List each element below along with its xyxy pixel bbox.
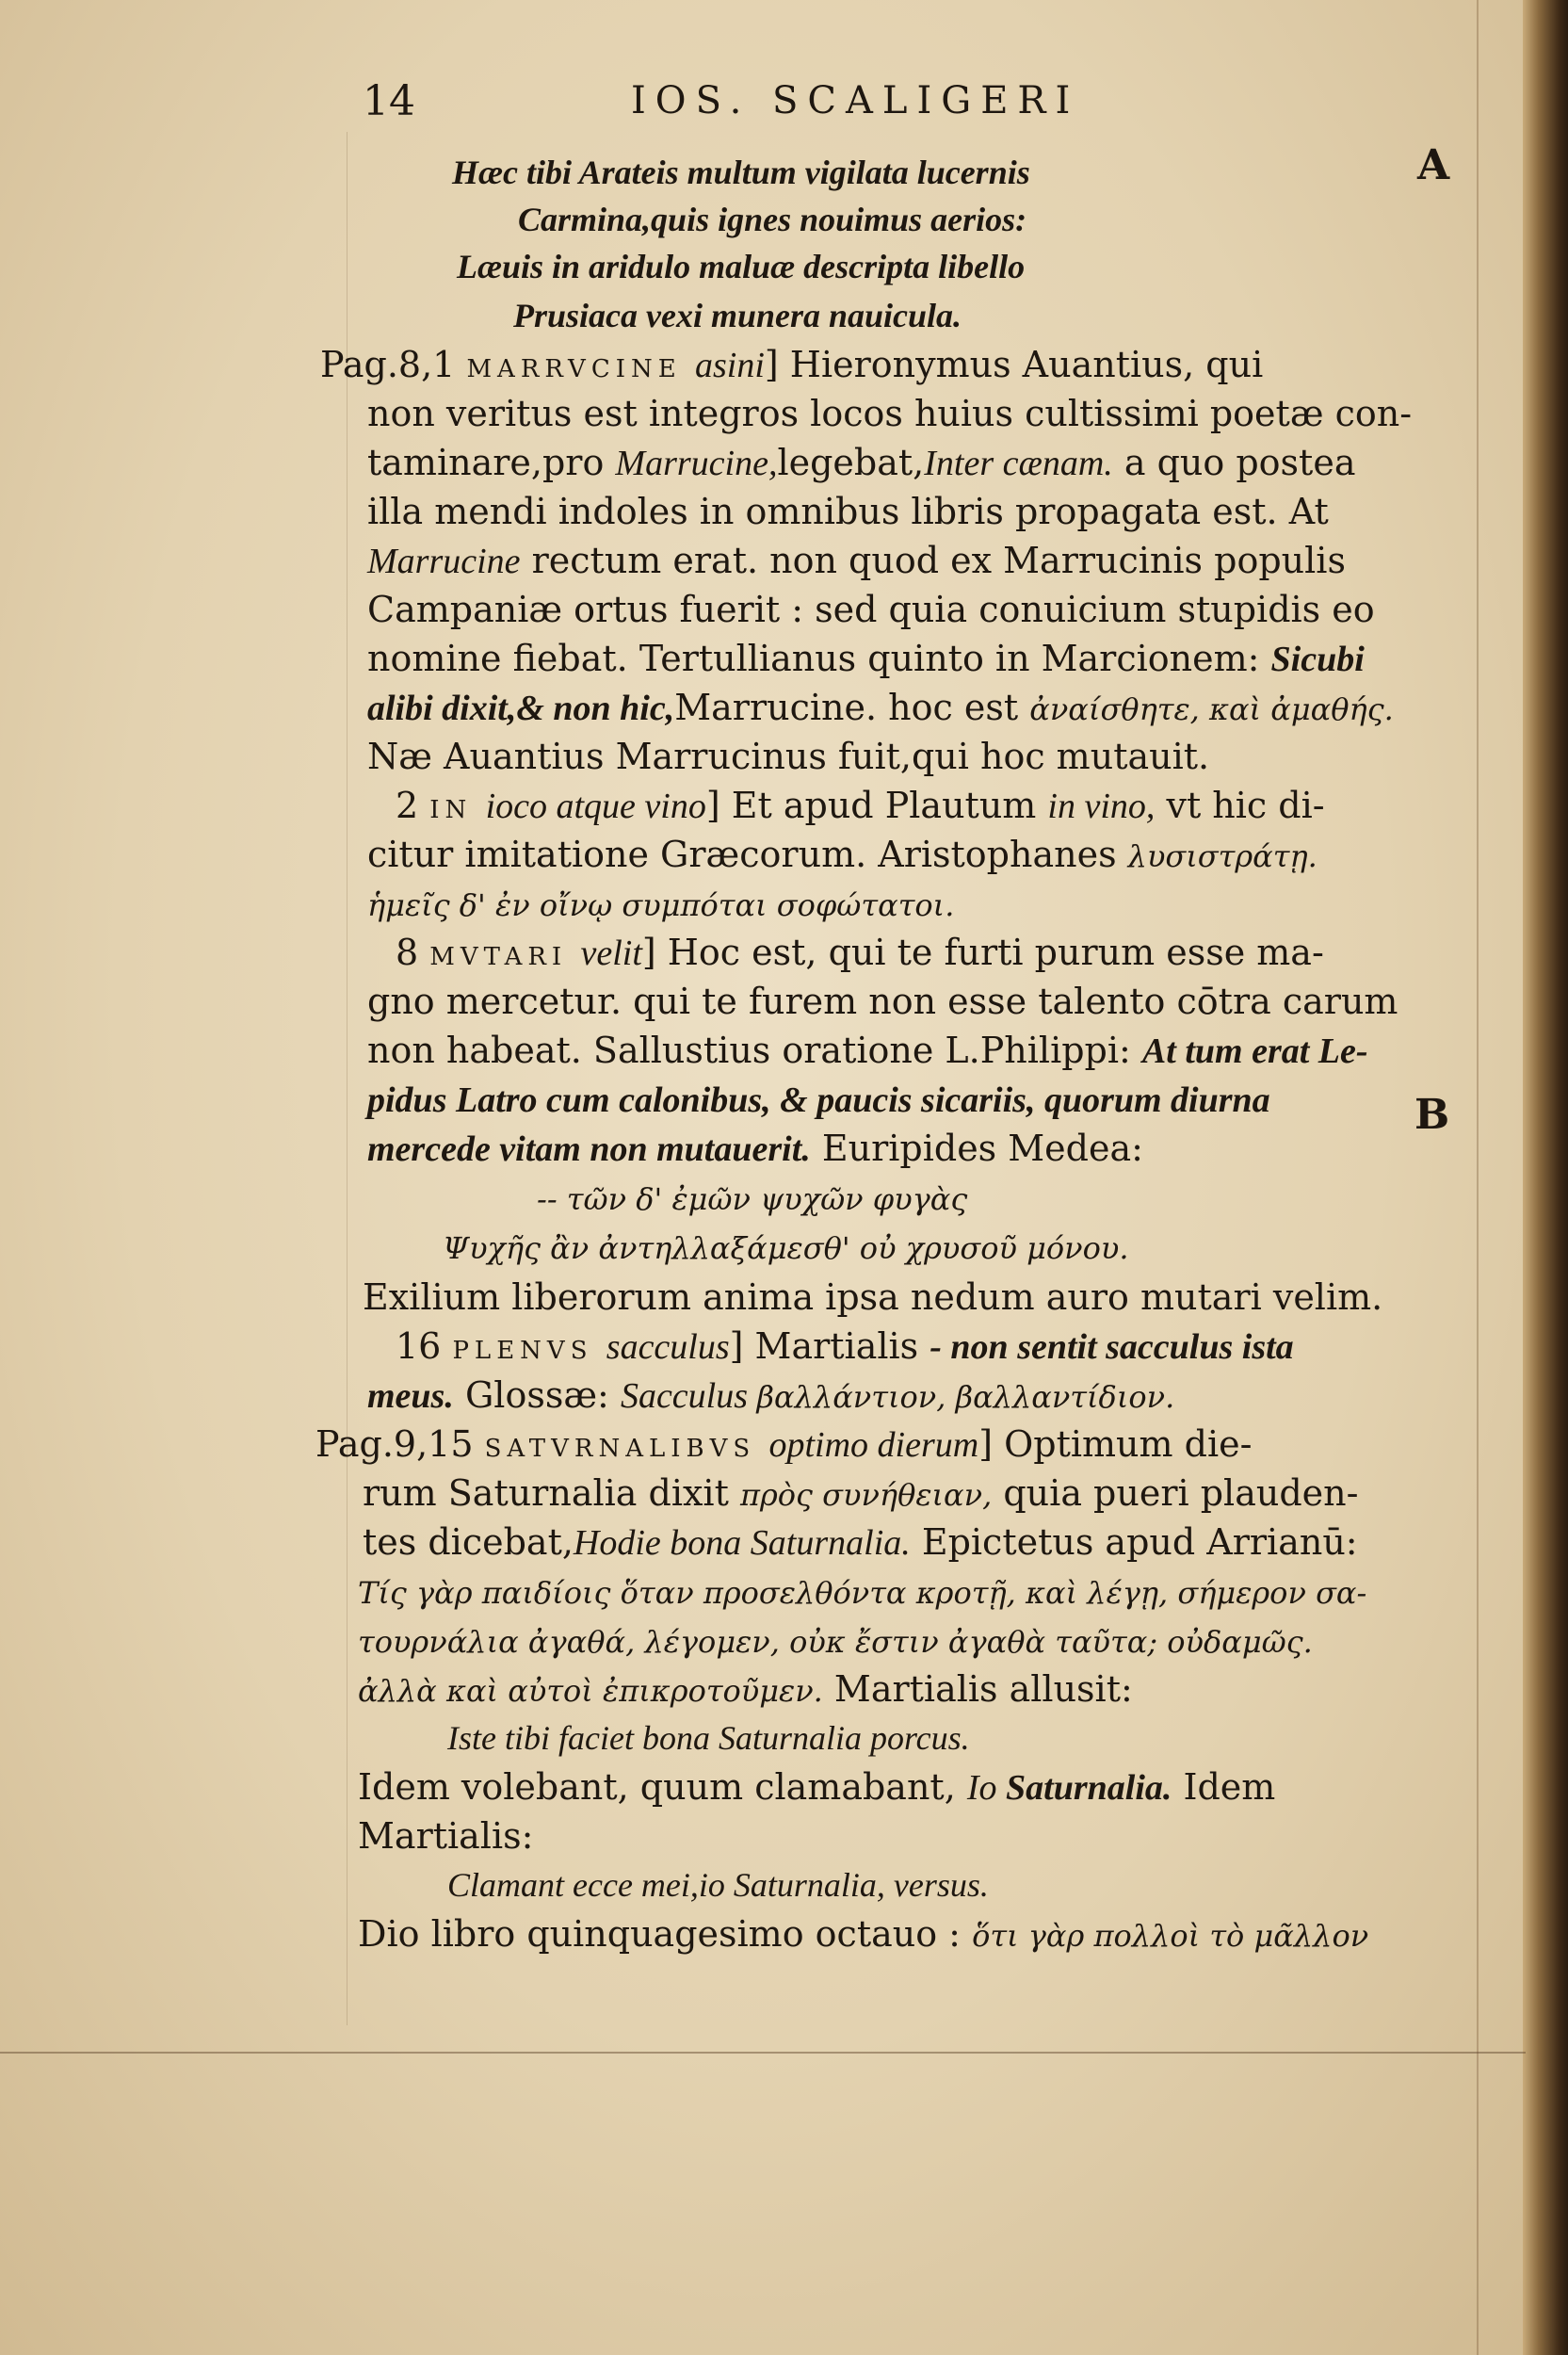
text-run: Hodie bona Saturnalia.	[573, 1523, 911, 1563]
text-run: Idem volebant, quum clamabant,	[358, 1766, 967, 1808]
text-run: Clamant ecce mei,io Saturnalia, versus.	[447, 1866, 989, 1904]
text-run: ἀλλὰ καὶ αὐτοὶ ἐπικροτοῦμεν.	[358, 1673, 823, 1709]
text-run: Prusiaca vexi munera nauicula.	[513, 297, 962, 334]
text-run: nomine fiebat. Tertullianus quinto in Marcionem:	[367, 638, 1271, 679]
text-run: πρὸς συνήθειαν,	[739, 1477, 993, 1513]
text-run: ἡμεῖς δ' ἐν οἴνῳ συμπόται σοφώτατοι.	[367, 887, 955, 923]
text-run: Hæc tibi Arateis multum vigilata lucernis	[452, 154, 1030, 191]
text-run: legebat,	[777, 442, 925, 483]
text-run: Pag.8,1	[320, 344, 467, 385]
text-line	[537, 1176, 967, 1223]
text-run: MVTARI	[429, 943, 581, 971]
text-run: βαλλάντιον, βαλλαντίδιον.	[756, 1379, 1175, 1415]
text-line	[452, 149, 1030, 197]
text-run: Pag.9,15	[315, 1423, 485, 1465]
text-run: rectum erat. non quod ex Marrucinis populis	[520, 540, 1346, 581]
text-run: Sacculus	[620, 1376, 757, 1416]
text-run: 16	[396, 1325, 453, 1367]
text-run: Dio libro quinquagesimo octauo :	[358, 1913, 973, 1955]
text-run: optimo dierum	[768, 1425, 979, 1465]
text-run: Inter cænam.	[924, 444, 1113, 483]
text-line	[363, 1274, 1382, 1321]
text-run: meus.	[367, 1376, 454, 1416]
text-run: ] Et apud Plautum	[705, 785, 1048, 826]
text-run: Marrucine,	[615, 444, 778, 483]
spine-shadow-line	[1477, 0, 1479, 2355]
text-run: taminare,pro	[367, 442, 616, 483]
text-run: 2	[396, 785, 430, 826]
text-run: ] Hoc est, qui te furti purum esse ma-	[641, 932, 1324, 973]
text-run: non veritus est integros locos huius cultissimi poetæ con-	[367, 393, 1413, 434]
text-run: Martialis:	[358, 1815, 534, 1857]
text-run: Sicubi	[1270, 640, 1365, 679]
text-run: Martialis allusit:	[822, 1668, 1133, 1710]
text-line	[367, 586, 1375, 633]
text-line	[367, 684, 1394, 733]
text-line	[363, 1519, 1358, 1567]
text-run: Marrucine	[367, 542, 521, 581]
margin-mark-a: A	[1417, 141, 1450, 189]
text-run: ὅτι γὰρ πολλοὶ τὸ μᾶλλον	[972, 1918, 1369, 1954]
text-run: ἀναίσθητε, καὶ ἀμαθής.	[1029, 691, 1394, 727]
text-run: alibi dixit,& non hic,	[367, 689, 675, 728]
text-run: a quo postea	[1112, 442, 1356, 483]
text-run: Saturnalia.	[1006, 1768, 1172, 1808]
text-run: Iste tibi faciet bona Saturnalia porcus.	[447, 1719, 970, 1757]
text-line	[367, 635, 1365, 683]
text-line	[367, 831, 1317, 880]
text-line	[367, 1027, 1368, 1075]
text-run: Marrucine.	[674, 687, 878, 728]
text-line	[367, 880, 954, 929]
text-run: Τίς γὰρ παιδίοις ὅταν προσελθόντα κροτῇ, καὶ λέγῃ, σήμερον σα-	[358, 1575, 1367, 1611]
text-line	[358, 1910, 1368, 1959]
text-line	[358, 1567, 1366, 1616]
text-run: quia pueri plauden-	[992, 1472, 1359, 1514]
text-run: illa mendi indoles in omnibus libris propagata est. At	[367, 491, 1329, 532]
text-line	[367, 733, 1209, 780]
margin-guide-line	[347, 132, 348, 2025]
text-line	[396, 782, 1325, 834]
text-line	[367, 488, 1329, 535]
text-run: Næ Auantius Marrucinus fuit,qui hoc mutauit.	[367, 736, 1210, 777]
text-run: velit	[580, 934, 642, 973]
text-line	[518, 196, 1026, 244]
text-run: PLENVS	[452, 1337, 606, 1365]
text-line	[396, 1323, 1294, 1374]
text-line	[457, 243, 1025, 291]
text-run: Euripides Medea:	[810, 1128, 1143, 1169]
text-line	[367, 390, 1412, 437]
text-line	[396, 929, 1324, 981]
text-line	[447, 1714, 970, 1762]
text-line	[367, 439, 1355, 487]
text-run: tes dicebat,	[363, 1521, 574, 1563]
text-line	[367, 1372, 1174, 1421]
text-run: Epictetus apud Arrianū:	[910, 1521, 1358, 1563]
text-line	[367, 978, 1398, 1025]
text-run: λυσιστράτῃ.	[1127, 838, 1317, 874]
text-line	[443, 1225, 1128, 1272]
text-line	[320, 341, 1263, 393]
text-line	[358, 1665, 1133, 1714]
text-run: -- τῶν δ' ἐμῶν ψυχῶν φυγὰς	[537, 1181, 968, 1217]
text-line	[513, 292, 962, 340]
text-line	[358, 1616, 1313, 1665]
text-run: IN	[429, 796, 486, 824]
text-run: At tum erat Le-	[1141, 1031, 1368, 1071]
text-line	[367, 537, 1346, 585]
text-run: Glossæ:	[453, 1374, 621, 1416]
text-run: 8	[396, 932, 430, 973]
text-run: τουρνάλια ἀγαθά, λέγομεν, οὐκ ἔστιν ἀγαθὰ ταῦτα; οὐδαμῶς.	[358, 1624, 1313, 1660]
margin-mark-b: B	[1414, 1091, 1450, 1139]
text-run: non habeat. Sallustius oratione L.Philippi:	[367, 1030, 1142, 1071]
text-run: in vino,	[1047, 787, 1156, 826]
book-spine	[1523, 0, 1568, 2355]
text-line	[315, 1421, 1252, 1472]
bottom-rule	[0, 2052, 1526, 2054]
text-run: Campaniæ ortus fuerit : sed quia conuicium stupidis eo	[367, 589, 1375, 630]
text-run: mercede vitam non mutauerit.	[367, 1129, 811, 1169]
running-title: IOS. SCALIGERI	[631, 79, 1080, 122]
text-run: Carmina,quis ignes nouimus aerios:	[518, 201, 1027, 238]
text-run: ] Hieronymus Auantius, qui	[764, 344, 1264, 385]
text-run: Idem	[1172, 1766, 1276, 1808]
text-run: sacculus	[606, 1327, 730, 1367]
text-run: Io	[966, 1768, 1007, 1808]
text-run: rum Saturnalia dixit	[363, 1472, 740, 1514]
text-line	[447, 1861, 989, 1909]
text-run: gno mercetur. qui te furem non esse talento cōtra carum	[367, 981, 1398, 1022]
text-run: ] Martialis	[729, 1325, 930, 1367]
text-line	[358, 1812, 533, 1860]
text-run: - non sentit sacculus ista	[929, 1327, 1294, 1367]
page-number: 14	[363, 77, 415, 125]
text-run: Læuis in aridulo maluæ descripta libello	[457, 248, 1026, 285]
text-run: ] Optimum die-	[978, 1423, 1253, 1465]
text-run: Ψυχῆς ἂν ἀντηλλαξάμεσθ' οὐ χρυσοῦ μόνου.	[443, 1230, 1129, 1266]
text-line	[358, 1763, 1275, 1811]
text-line	[363, 1470, 1358, 1519]
text-run: vt hic di-	[1155, 785, 1325, 826]
text-run: Exilium liberorum anima ipsa nedum auro mutari velim.	[363, 1276, 1383, 1318]
text-run: asini	[695, 346, 765, 385]
text-line	[367, 1125, 1143, 1173]
text-run: ioco atque vino	[485, 787, 706, 826]
text-run: pidus Latro cum calonibus, & paucis sicariis, quorum diurna	[367, 1080, 1270, 1120]
text-run: MARRVCINE	[466, 355, 695, 383]
text-line	[367, 1076, 1270, 1124]
text-run: SATVRNALIBVS	[484, 1435, 769, 1463]
text-run: hoc est	[877, 687, 1030, 728]
text-run: citur imitatione Græcorum. Aristophanes	[367, 834, 1128, 875]
